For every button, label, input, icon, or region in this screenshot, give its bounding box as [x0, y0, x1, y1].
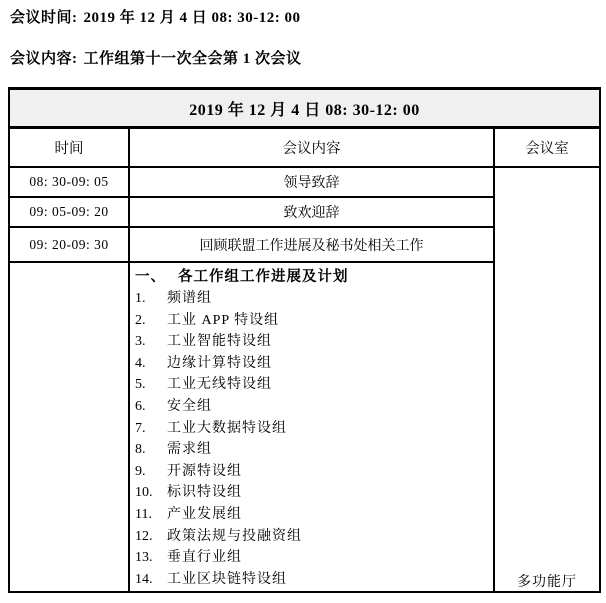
list-item: 标识特设组: [167, 485, 242, 501]
meeting-time-label: 会议时间:: [10, 10, 78, 26]
list-item: 垂直行业组: [167, 550, 242, 566]
list-item: 产业发展组: [167, 506, 242, 522]
row-time: 08: 30-09: 05: [9, 167, 129, 197]
meeting-content-line: [10, 47, 302, 68]
meeting-room-cell: 多功能厅: [494, 167, 600, 592]
workgroup-list: [130, 288, 493, 590]
list-item: 频谱组: [167, 291, 212, 306]
agenda-table: [8, 87, 601, 593]
table-date-header: 2019 年 12 月 4 日 08: 30-12: 00: [9, 89, 600, 128]
agenda-section-heading: [130, 263, 493, 288]
column-header-time: 时间: [9, 128, 129, 168]
table-date-header-row: [9, 89, 600, 128]
row-content: 回顾联盟工作进展及秘书处相关工作: [129, 227, 494, 262]
column-header-content: 会议内容: [129, 128, 494, 168]
list-item: 政策法规与投融资组: [167, 528, 302, 544]
agenda-cell: [129, 262, 494, 592]
meeting-time-value: 2019 年 12 月 4 日 08: 30-12: 00: [83, 10, 301, 26]
column-header-room: 会议室: [494, 128, 600, 168]
meeting-content-value: 工作组第十一次全会第 1 次会议: [83, 51, 302, 67]
list-item: 安全组: [167, 398, 212, 414]
row-time: 09: 20-09: 30: [9, 227, 129, 262]
row-time: 09: 05-09: 20: [9, 197, 129, 227]
meeting-content-label: 会议内容:: [10, 51, 78, 67]
meeting-time-line: [10, 6, 301, 27]
list-item: 工业区块链特设组: [167, 571, 287, 587]
list-item: 开源特设组: [167, 463, 242, 479]
list-item: 工业智能特设组: [167, 334, 272, 350]
list-item: 需求组: [167, 442, 212, 458]
table-row: [9, 167, 600, 197]
table-column-header-row: [9, 128, 600, 168]
row-content: 领导致辞: [129, 167, 494, 197]
list-item: 边缘计算特设组: [167, 355, 272, 371]
agenda-section-title: 各工作组工作进展及计划: [178, 269, 349, 285]
row-content: 致欢迎辞: [129, 197, 494, 227]
list-item: 工业无线特设组: [167, 377, 272, 393]
empty-time-cell: [9, 262, 129, 592]
list-item: 工业大数据特设组: [167, 420, 287, 436]
agenda-section-number: 一、: [135, 269, 166, 285]
list-item: 工业 APP 特设组: [167, 312, 280, 328]
